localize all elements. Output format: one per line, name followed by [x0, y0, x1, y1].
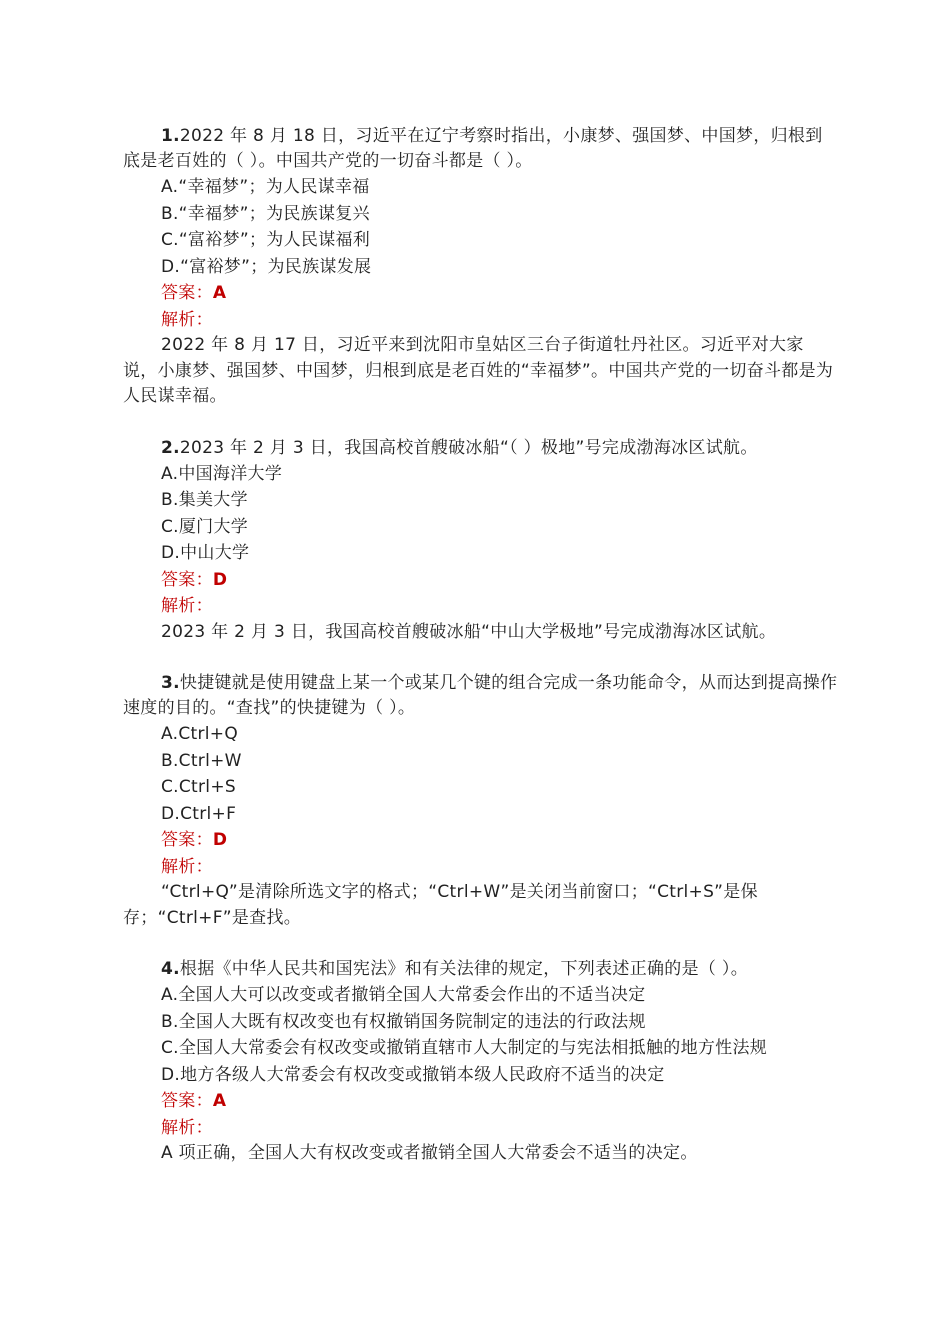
answer-value: D [212, 569, 228, 590]
option-b: B.“幸福梦”；为民族谋复兴 [161, 203, 370, 224]
question-3 [123, 671, 838, 931]
option-b: B.集美大学 [161, 490, 248, 510]
option-a: A.Ctrl+Q [161, 724, 239, 744]
option-b: B.全国人大既有权改变也有权撤销国务院制定的违法的行政法规 [161, 1011, 646, 1032]
analysis-label: 解析： [161, 596, 213, 616]
answer-label: 答案： [161, 283, 213, 303]
question-2 [123, 436, 838, 646]
question-4 [123, 957, 838, 1167]
option-d: D.“富裕梦”；为民族谋发展 [161, 256, 372, 277]
analysis-label: 解析： [161, 856, 213, 877]
question-number: 4. [161, 959, 180, 979]
answer-line [123, 827, 838, 854]
question-stem [123, 671, 838, 721]
option-c: C.厦门大学 [161, 516, 249, 537]
question-text: 2022 年 8 月 18 日，习近平在辽宁考察时指出，小康梦、强国梦、中国梦，归根到底是老百姓的（ ）。中国共产党的一切奋斗都是（ ）。 [123, 126, 823, 171]
question-text: 根据《中华人民共和国宪法》和有关法律的规定，下列表述正确的是（ ）。 [179, 959, 748, 979]
question-stem [123, 124, 838, 174]
answer-label: 答案： [161, 1091, 213, 1111]
question-number: 2. [161, 437, 180, 458]
question-number: 1. [161, 126, 180, 146]
answer-line [123, 1088, 838, 1115]
explanation-text: A 项正确，全国人大有权改变或者撤销全国人大常委会不适当的决定。 [161, 1143, 698, 1163]
answer-label: 答案： [161, 830, 213, 850]
explanation-text: 2023 年 2 月 3 日，我国高校首艘破冰船“中山大学极地”号完成渤海冰区试航。 [161, 621, 777, 642]
document-page [123, 124, 838, 1193]
option-b: B.Ctrl+W [161, 750, 242, 771]
question-stem [123, 957, 838, 982]
option-d: D.Ctrl+F [161, 803, 237, 824]
option-a: A.中国海洋大学 [161, 463, 283, 484]
analysis-label: 解析： [161, 309, 213, 330]
answer-label: 答案： [161, 569, 213, 590]
option-c: C.Ctrl+S [161, 777, 236, 797]
option-a: A.全国人大可以改变或者撤销全国人大常委会作出的不适当决定 [161, 985, 646, 1005]
answer-value: A [212, 283, 227, 303]
question-text: 快捷键就是使用键盘上某一个或某几个键的组合完成一条功能命令，从而达到提高操作速度的目的。“查找”的快捷键为（ ）。 [123, 673, 838, 718]
question-1 [123, 124, 838, 410]
option-c: C.“富裕梦”；为人民谋福利 [161, 230, 371, 250]
option-d: D.地方各级人大常委会有权改变或撤销本级人民政府不适当的决定 [161, 1064, 665, 1085]
explanation-text: 2022 年 8 月 17 日，习近平来到沈阳市皇姑区三台子街道牡丹社区。习近平对大家说，小康梦、强国梦、中国梦，归根到底是老百姓的“幸福梦”。中国共产党的一切奋斗都是为人民谋幸福。 [123, 335, 834, 406]
option-d: D.中山大学 [161, 543, 250, 563]
question-stem [123, 436, 838, 461]
answer-value: A [212, 1091, 227, 1111]
explanation-text: “Ctrl+Q”是清除所选文字的格式；“Ctrl+W”是关闭当前窗口；“Ctrl+S”是保存；“Ctrl+F”是查找。 [123, 882, 758, 928]
option-a: A.“幸福梦”；为人民谋幸福 [161, 177, 370, 197]
question-number: 3. [161, 673, 180, 693]
answer-line [123, 280, 838, 307]
answer-value: D [212, 830, 228, 850]
analysis-label: 解析： [161, 1117, 213, 1138]
answer-line [123, 567, 838, 594]
question-text: 2023 年 2 月 3 日，我国高校首艘破冰船“（ ）极地”号完成渤海冰区试航。 [179, 437, 758, 458]
option-c: C.全国人大常委会有权改变或撤销直辖市人大制定的与宪法相抵触的地方性法规 [161, 1038, 768, 1058]
